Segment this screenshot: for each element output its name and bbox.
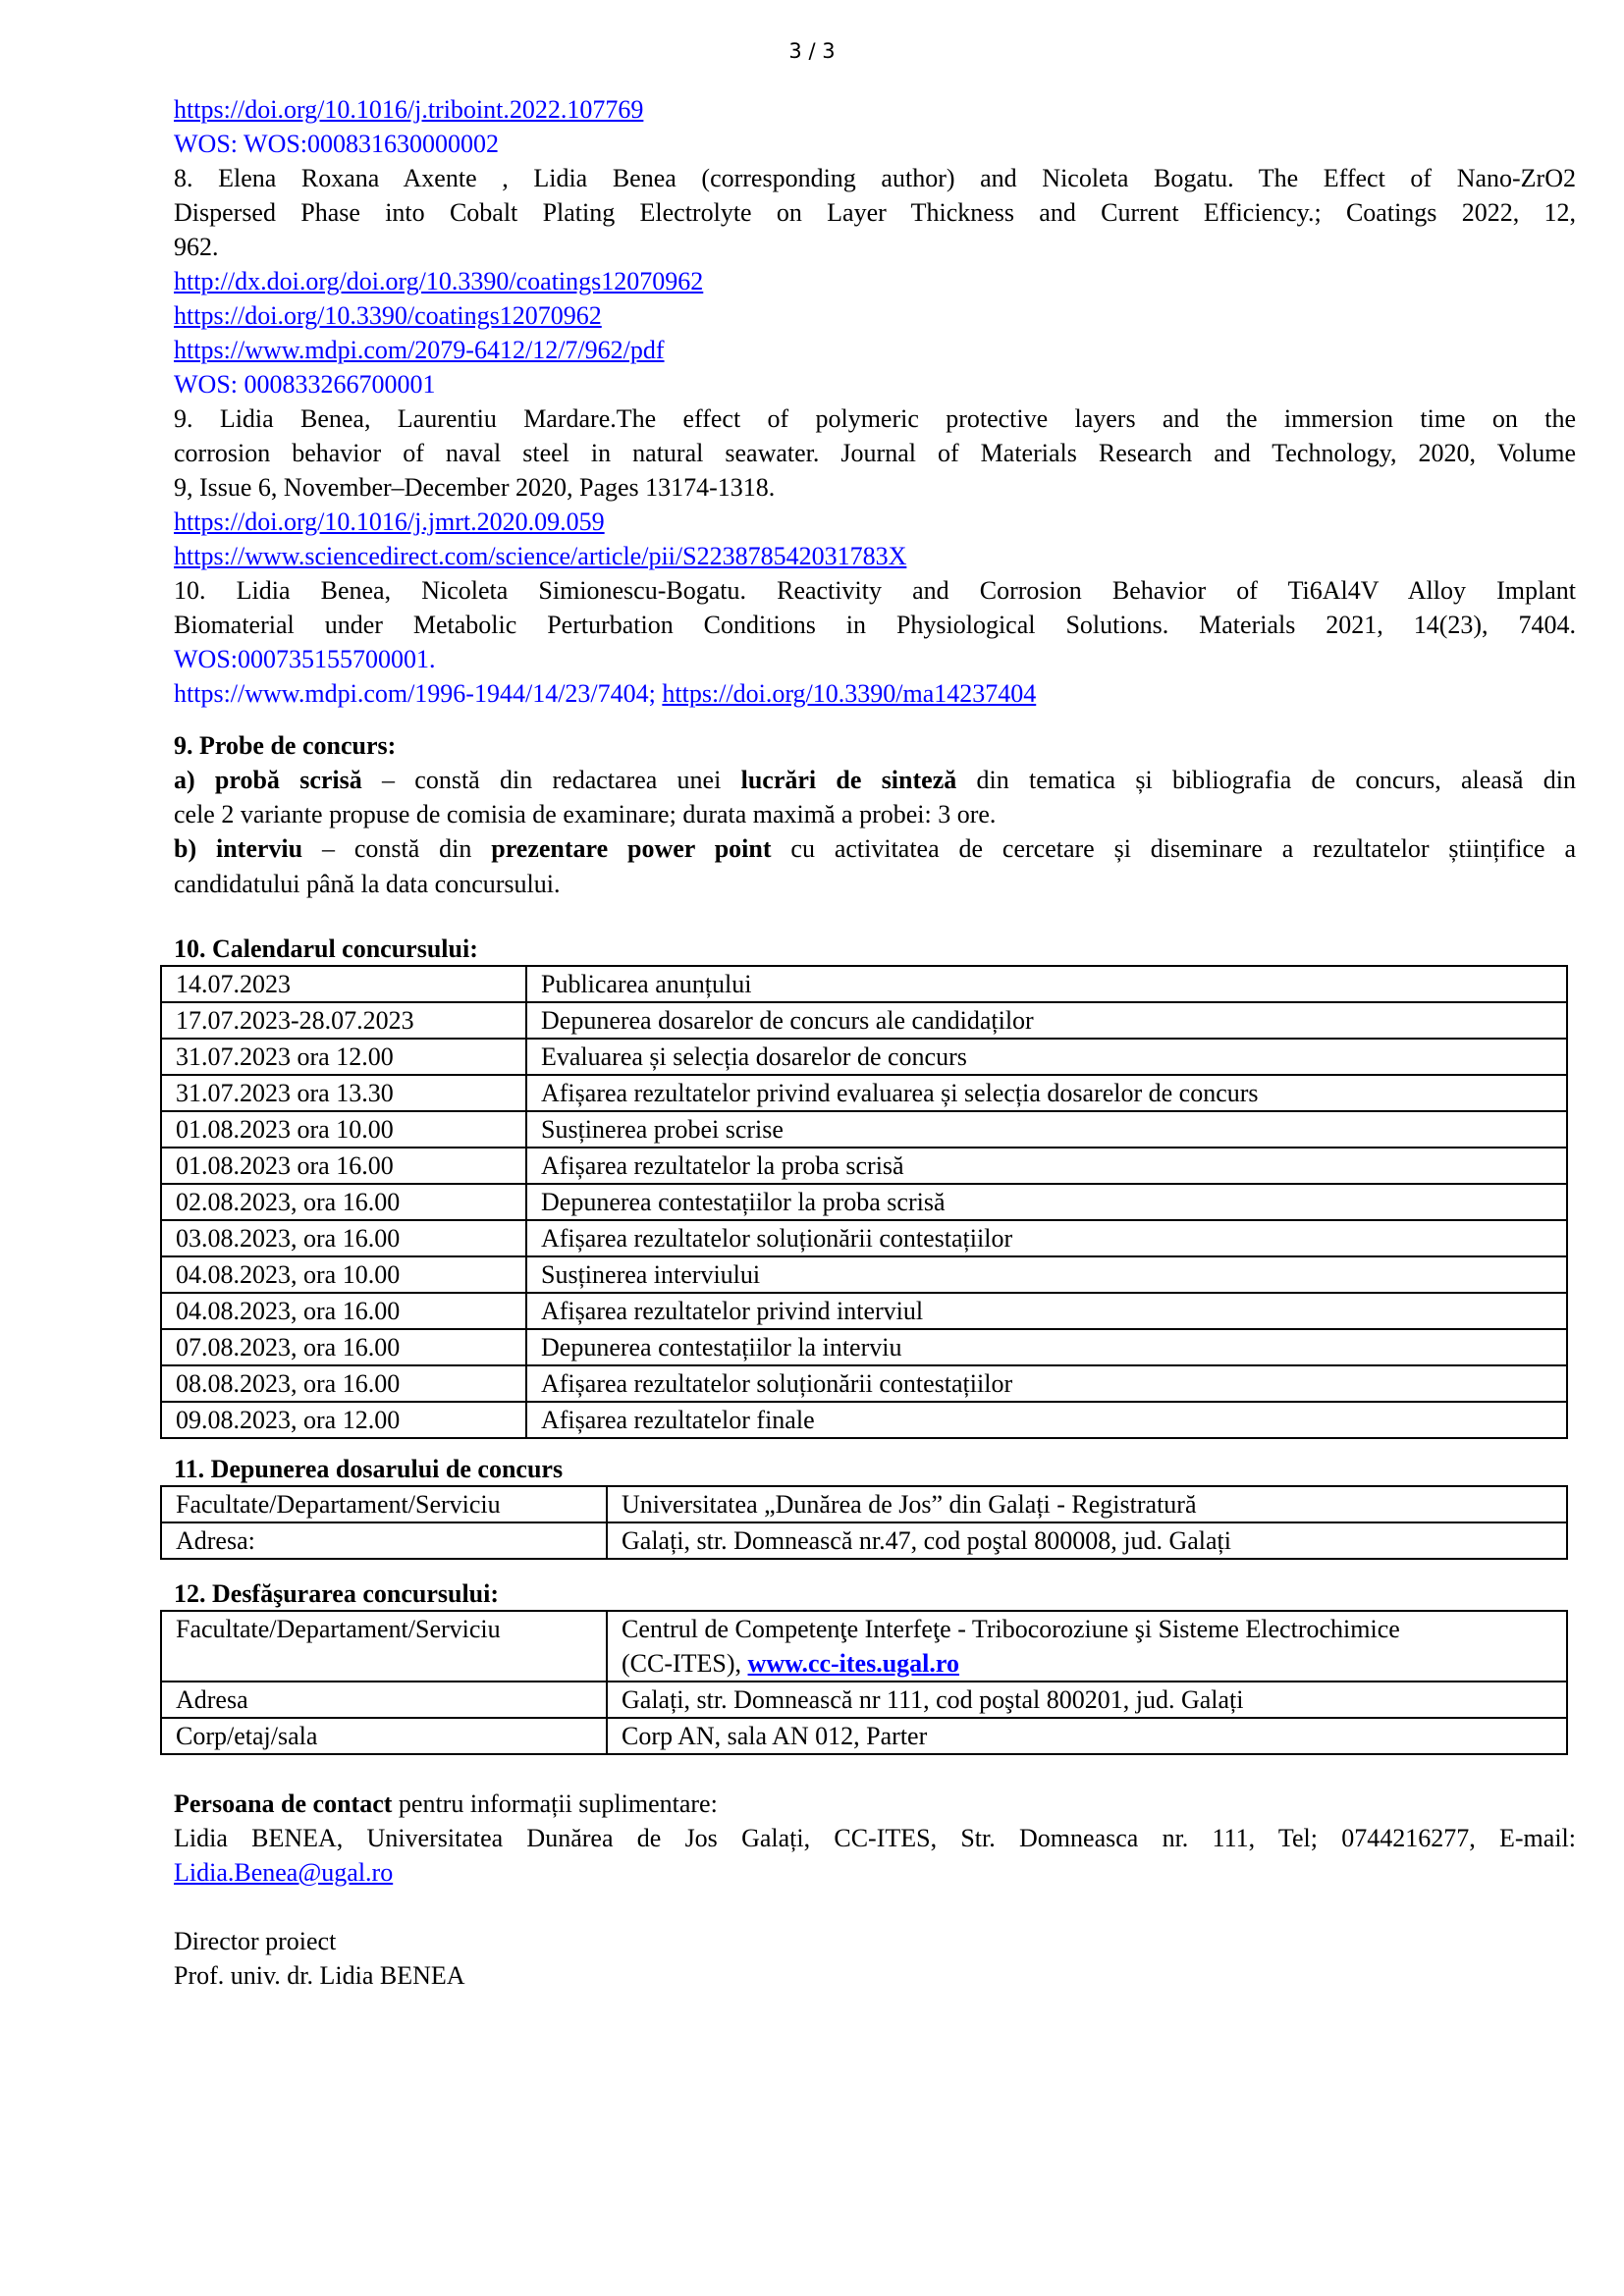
calendar-event: Publicarea anunțului [526,966,1567,1002]
calendar-row [161,1039,1567,1075]
venue-label-room: Corp/etaj/sala [161,1718,607,1754]
section10-title: 10. Calendarul concursului: [174,934,478,963]
venue-label-address: Adresa [161,1682,607,1718]
ref9-line1: 9. Lidia Benea, Laurentiu Mardare.The effect of polymeric protective layers and the immersion time on the [174,404,1576,433]
submission-value-address: Galați, str. Domnească nr.47, cod poştal 800008, jud. Galați [607,1522,1567,1559]
link-ref10-doi[interactable]: https://doi.org/10.3390/ma14237404 [662,679,1037,708]
ref9-line2: corrosion behavior of naval steel in natural seawater. Journal of Materials Research and Technology, 2020, Volume [174,439,1576,467]
calendar-date: 31.07.2023 ora 12.00 [161,1039,526,1075]
calendar-event: Susținerea interviului [526,1256,1567,1293]
venue-value-faculty-line1: Centrul de Competenţe Interfeţe - Tribocoroziune şi Sisteme Electrochimice [622,1615,1400,1643]
page-number: 3 / 3 [788,39,836,63]
venue-ccites-prefix: (CC-ITES), [622,1649,748,1678]
section9-a-line2: cele 2 variante propuse de comisia de examinare; durata maximă a probei: 3 ore. [174,800,997,828]
calendar-event: Afișarea rezultatelor privind interviul [526,1293,1567,1329]
ref9-line3: 9, Issue 6, November–December 2020, Pages 13174-1318. [174,473,776,502]
section9-b-line2: candidatului până la data concursului. [174,870,561,898]
calendar-row [161,1111,1567,1148]
table-row [161,1682,1567,1718]
ref10-mdpi-url: https://www.mdpi.com/1996-1944/14/23/7404; [174,679,656,708]
calendar-event: Evaluarea și selecția dosarelor de concurs [526,1039,1567,1075]
section9-a-text2: din tematica și bibliografia de concurs, aleasă din [956,766,1576,794]
signature-name: Prof. univ. dr. Lidia BENEA [174,1961,465,1990]
contact-details: Lidia BENEA, Universitatea Dunărea de Jos Galați, CC-ITES, Str. Domneasca nr. 111, Tel; 0744216277, E-mail: [174,1824,1576,1852]
submission-label-faculty: Facultate/Departament/Serviciu [161,1486,607,1522]
calendar-row [161,1402,1567,1438]
table-row [161,1522,1567,1559]
calendar-row [161,1148,1567,1184]
section9-b-text1: – constă din [302,834,492,863]
link-ref8-dx-doi[interactable]: http://dx.doi.org/doi.org/10.3390/coatings12070962 [174,267,704,295]
contact-label-rest: pentru informații suplimentare: [392,1789,718,1818]
calendar-row [161,1329,1567,1365]
calendar-date: 04.08.2023, ora 10.00 [161,1256,526,1293]
contact-label-bold: Persoana de contact [174,1789,393,1818]
venue-label-faculty: Facultate/Departament/Serviciu [161,1611,607,1682]
section9-b-bold: prezentare power point [491,834,772,863]
link-ref8-doi[interactable]: https://doi.org/10.3390/coatings12070962 [174,301,602,330]
calendar-row [161,1293,1567,1329]
calendar-date: 14.07.2023 [161,966,526,1002]
calendar-event: Depunerea dosarelor de concurs ale candidaților [526,1002,1567,1039]
submission-value-faculty: Universitatea „Dunărea de Jos” din Galați - Registratură [607,1486,1567,1522]
contact-heading [174,1787,1576,1821]
calendar-row [161,1220,1567,1256]
calendar-row [161,1002,1567,1039]
link-ref9-sciencedirect[interactable]: https://www.sciencedirect.com/science/article/pii/S223878542031783X [174,542,907,570]
calendar-date: 08.08.2023, ora 16.00 [161,1365,526,1402]
calendar-row [161,1365,1567,1402]
calendar-event: Afișarea rezultatelor soluționării contestațiilor [526,1365,1567,1402]
section9-item-a [174,763,1576,797]
signature-role: Director proiect [174,1927,337,1955]
calendar-event: Afișarea rezultatelor finale [526,1402,1567,1438]
venue-value-room: Corp AN, sala AN 012, Parter [607,1718,1567,1754]
section9-b-label: b) interviu [174,834,303,863]
ref10-line1: 10. Lidia Benea, Nicoleta Simionescu-Bogatu. Reactivity and Corrosion Behavior of Ti6Al4V Alloy Implant [174,576,1576,605]
calendar-event: Susținerea probei scrise [526,1111,1567,1148]
calendar-row [161,1256,1567,1293]
link-ref8-mdpi-pdf[interactable]: https://www.mdpi.com/2079-6412/12/7/962/pdf [174,336,665,364]
table-row [161,1718,1567,1754]
table-row [161,1611,1567,1682]
calendar-table [160,965,1568,1439]
section9-item-b [174,831,1576,866]
section9-b-text2: cu activitatea de cercetare și diseminare a rezultatelor științifice a [771,834,1576,863]
venue-value-faculty [607,1611,1567,1682]
wos-triboint: WOS: WOS:000831630000002 [174,130,500,158]
calendar-date: 07.08.2023, ora 16.00 [161,1329,526,1365]
calendar-date: 01.08.2023 ora 10.00 [161,1111,526,1148]
calendar-date: 02.08.2023, ora 16.00 [161,1184,526,1220]
calendar-row [161,966,1567,1002]
wos-ref10: WOS:000735155700001. [174,645,436,673]
calendar-row [161,1184,1567,1220]
calendar-date: 09.08.2023, ora 12.00 [161,1402,526,1438]
contact-email-link[interactable]: Lidia.Benea@ugal.ro [174,1858,394,1887]
venue-value-address: Galați, str. Domnească nr 111, cod poştal 800201, jud. Galați [607,1682,1567,1718]
section12-title-colon: : [490,1579,500,1608]
table-row [161,1486,1567,1522]
wos-ref8: WOS: 000833266700001 [174,370,436,399]
ref8-line3: 962. [174,233,219,261]
venue-table [160,1610,1568,1755]
section9-a-text1: – constă din redactarea unei [361,766,741,794]
section9-a-bold: lucrări de sinteză [740,766,957,794]
section12-title-text: 12. Desfăşurarea concursului [174,1579,491,1608]
venue-value-faculty-line2 [622,1646,1552,1681]
submission-label-address: Adresa: [161,1522,607,1559]
ref8-line1: 8. Elena Roxana Axente , Lidia Benea (corresponding author) and Nicoleta Bogatu. The Effect of Nano-ZrO2 [174,164,1576,192]
section9-title: 9. Probe de concurs: [174,731,397,760]
calendar-event: Afișarea rezultatelor soluționării contestațiilor [526,1220,1567,1256]
calendar-event: Afișarea rezultatelor la proba scrisă [526,1148,1567,1184]
calendar-date: 17.07.2023-28.07.2023 [161,1002,526,1039]
calendar-event: Afișarea rezultatelor privind evaluarea și selecția dosarelor de concurs [526,1075,1567,1111]
calendar-date: 01.08.2023 ora 16.00 [161,1148,526,1184]
section9-a-label: a) probă scrisă [174,766,362,794]
link-cc-ites-website[interactable]: www.cc-ites.ugal.ro [747,1649,959,1678]
ref8-line2: Dispersed Phase into Cobalt Plating Electrolyte on Layer Thickness and Current Efficiency.; Coatings 2022, 12, [174,198,1576,227]
section12-title [174,1577,1576,1610]
calendar-date: 31.07.2023 ora 13.30 [161,1075,526,1111]
calendar-event: Depunerea contestațiilor la proba scrisă [526,1184,1567,1220]
calendar-date: 03.08.2023, ora 16.00 [161,1220,526,1256]
ref10-line2: Biomaterial under Metabolic Perturbation Conditions in Physiological Solutions. Materials 2021, 14(23), 7404. [174,611,1576,639]
link-triboint-doi[interactable]: https://doi.org/10.1016/j.triboint.2022.107769 [174,95,644,124]
calendar-date: 04.08.2023, ora 16.00 [161,1293,526,1329]
calendar-row [161,1075,1567,1111]
section11-title: 11. Depunerea dosarului de concurs [174,1455,564,1483]
calendar-event: Depunerea contestațiilor la interviu [526,1329,1567,1365]
link-ref9-doi[interactable]: https://doi.org/10.1016/j.jmrt.2020.09.059 [174,507,605,536]
document-body [174,92,1576,1993]
submission-table [160,1485,1568,1560]
